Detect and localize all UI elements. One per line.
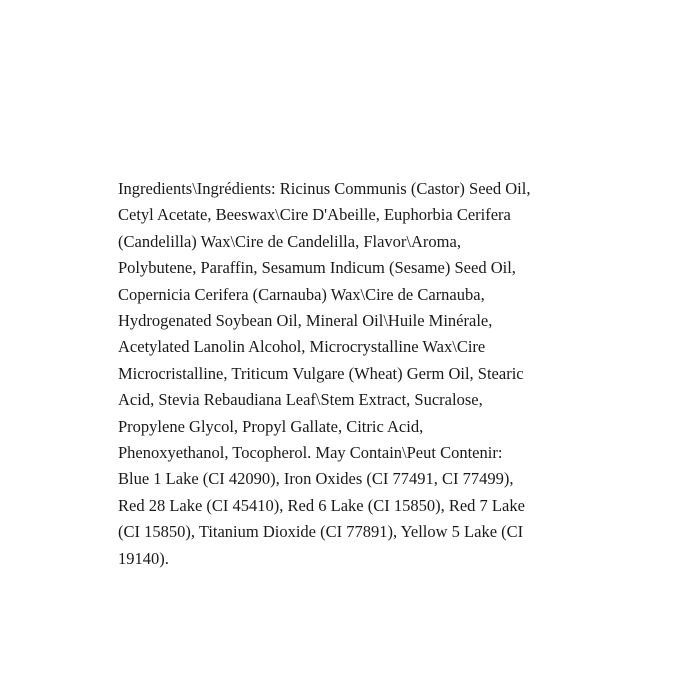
ingredients-line: Blue 1 Lake (CI 42090), Iron Oxides (CI 77491, CI 77499),: [118, 469, 514, 489]
ingredients-line: Red 28 Lake (CI 45410), Red 6 Lake (CI 15850), Red 7 Lake: [118, 495, 525, 515]
ingredients-line: 19140).: [118, 548, 169, 568]
ingredients-line: Hydrogenated Soybean Oil, Mineral Oil\Huile Minérale,: [118, 311, 493, 331]
ingredients-line: (Candelilla) Wax\Cire de Candelilla, Flavor\Aroma,: [118, 231, 461, 251]
ingredients-line: (CI 15850), Titanium Dioxide (CI 77891), Yellow 5 Lake (CI: [118, 522, 524, 542]
ingredients-line: Acetylated Lanolin Alcohol, Microcrystalline Wax\Cire: [118, 337, 486, 357]
ingredients-line: Phenoxyethanol, Tocopherol. May Contain\Peut Contenir:: [118, 443, 503, 463]
ingredients-line: Acid, Stevia Rebaudiana Leaf\Stem Extract, Sucralose,: [118, 390, 483, 410]
ingredients-line: Copernicia Cerifera (Carnauba) Wax\Cire de Carnauba,: [118, 284, 485, 304]
ingredients-line: Microcristalline, Triticum Vulgare (Wheat) Germ Oil, Stearic: [118, 363, 524, 383]
ingredients-list: [118, 176, 578, 572]
ingredients-line: Cetyl Acetate, Beeswax\Cire D'Abeille, Euphorbia Cerifera: [118, 205, 511, 225]
ingredients-line: Polybutene, Paraffin, Sesamum Indicum (Sesame) Seed Oil,: [118, 258, 516, 278]
ingredients-line: Propylene Glycol, Propyl Gallate, Citric Acid,: [118, 416, 424, 436]
ingredients-line: Ingredients\Ingrédients: Ricinus Communis (Castor) Seed Oil,: [118, 179, 531, 198]
